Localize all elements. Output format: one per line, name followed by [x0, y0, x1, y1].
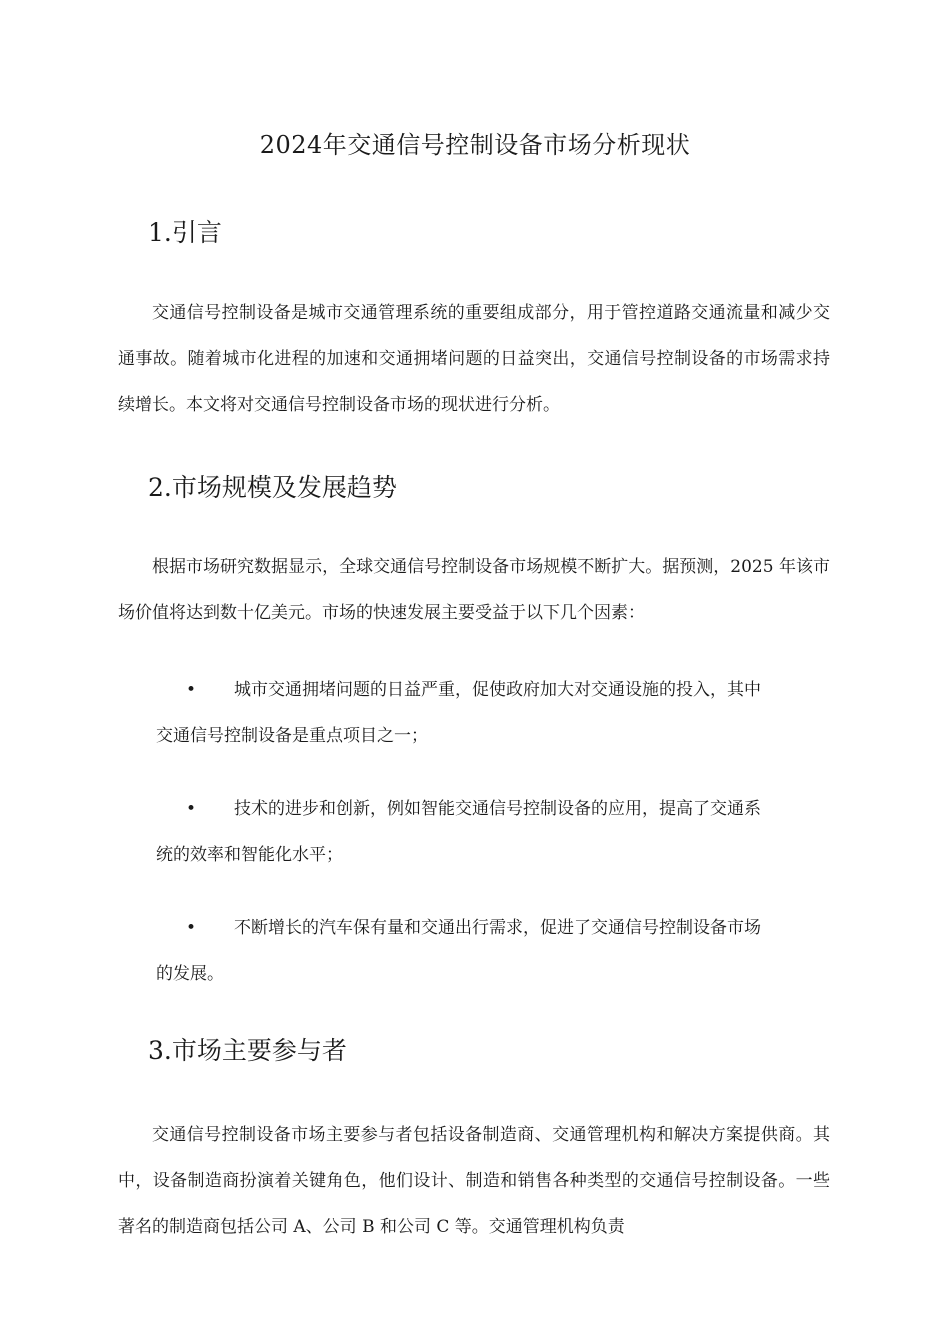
bullet-icon: • — [186, 799, 197, 819]
list-item-text: 城市交通拥堵问题的日益严重，促使政府加大对交通设施的投入，其中 — [234, 680, 761, 700]
bullet-icon: • — [186, 680, 197, 700]
section-heading-introduction: 1.引言 — [148, 218, 222, 247]
list-item-text: 不断增长的汽车保有量和交通出行需求，促进了交通信号控制设备市场 — [234, 918, 761, 938]
list-item — [156, 786, 830, 878]
bullet-icon: • — [186, 918, 197, 938]
section-heading-market-size: 2.市场规模及发展趋势 — [148, 473, 397, 502]
section-market-size-paragraph: 根据市场研究数据显示，全球交通信号控制设备市场规模不断扩大。据预测，2025 年该市场价值将达到数十亿美元。市场的快速发展主要受益于以下几个因素： — [118, 557, 830, 623]
list-item-text-continued: 的发展。 — [156, 964, 224, 984]
document-title: 2024年交通信号控制设备市场分析现状 — [259, 131, 691, 159]
section-market-participants-paragraph: 交通信号控制设备市场主要参与者包括设备制造商、交通管理机构和解决方案提供商。其中，设备制造商扮演着关键角色，他们设计、制造和销售各种类型的交通信号控制设备。一些著名的制造商包括公司 A、公司 B 和公司 C 等。交通管理机构负责 — [118, 1125, 830, 1237]
section-introduction-paragraph: 交通信号控制设备是城市交通管理系统的重要组成部分，用于管控道路交通流量和减少交通事故。随着城市化进程的加速和交通拥堵问题的日益突出，交通信号控制设备的市场需求持续增长。本文将对交通信号控制设备市场的现状进行分析。 — [118, 303, 830, 415]
list-item-text: 技术的进步和创新，例如智能交通信号控制设备的应用，提高了交通系 — [234, 799, 761, 819]
list-item-text-continued: 统的效率和智能化水平； — [156, 845, 343, 865]
section-heading-market-participants: 3.市场主要参与者 — [148, 1036, 347, 1065]
list-item-text-continued: 交通信号控制设备是重点项目之一； — [156, 726, 428, 746]
list-item — [156, 667, 830, 759]
list-item — [156, 905, 830, 997]
